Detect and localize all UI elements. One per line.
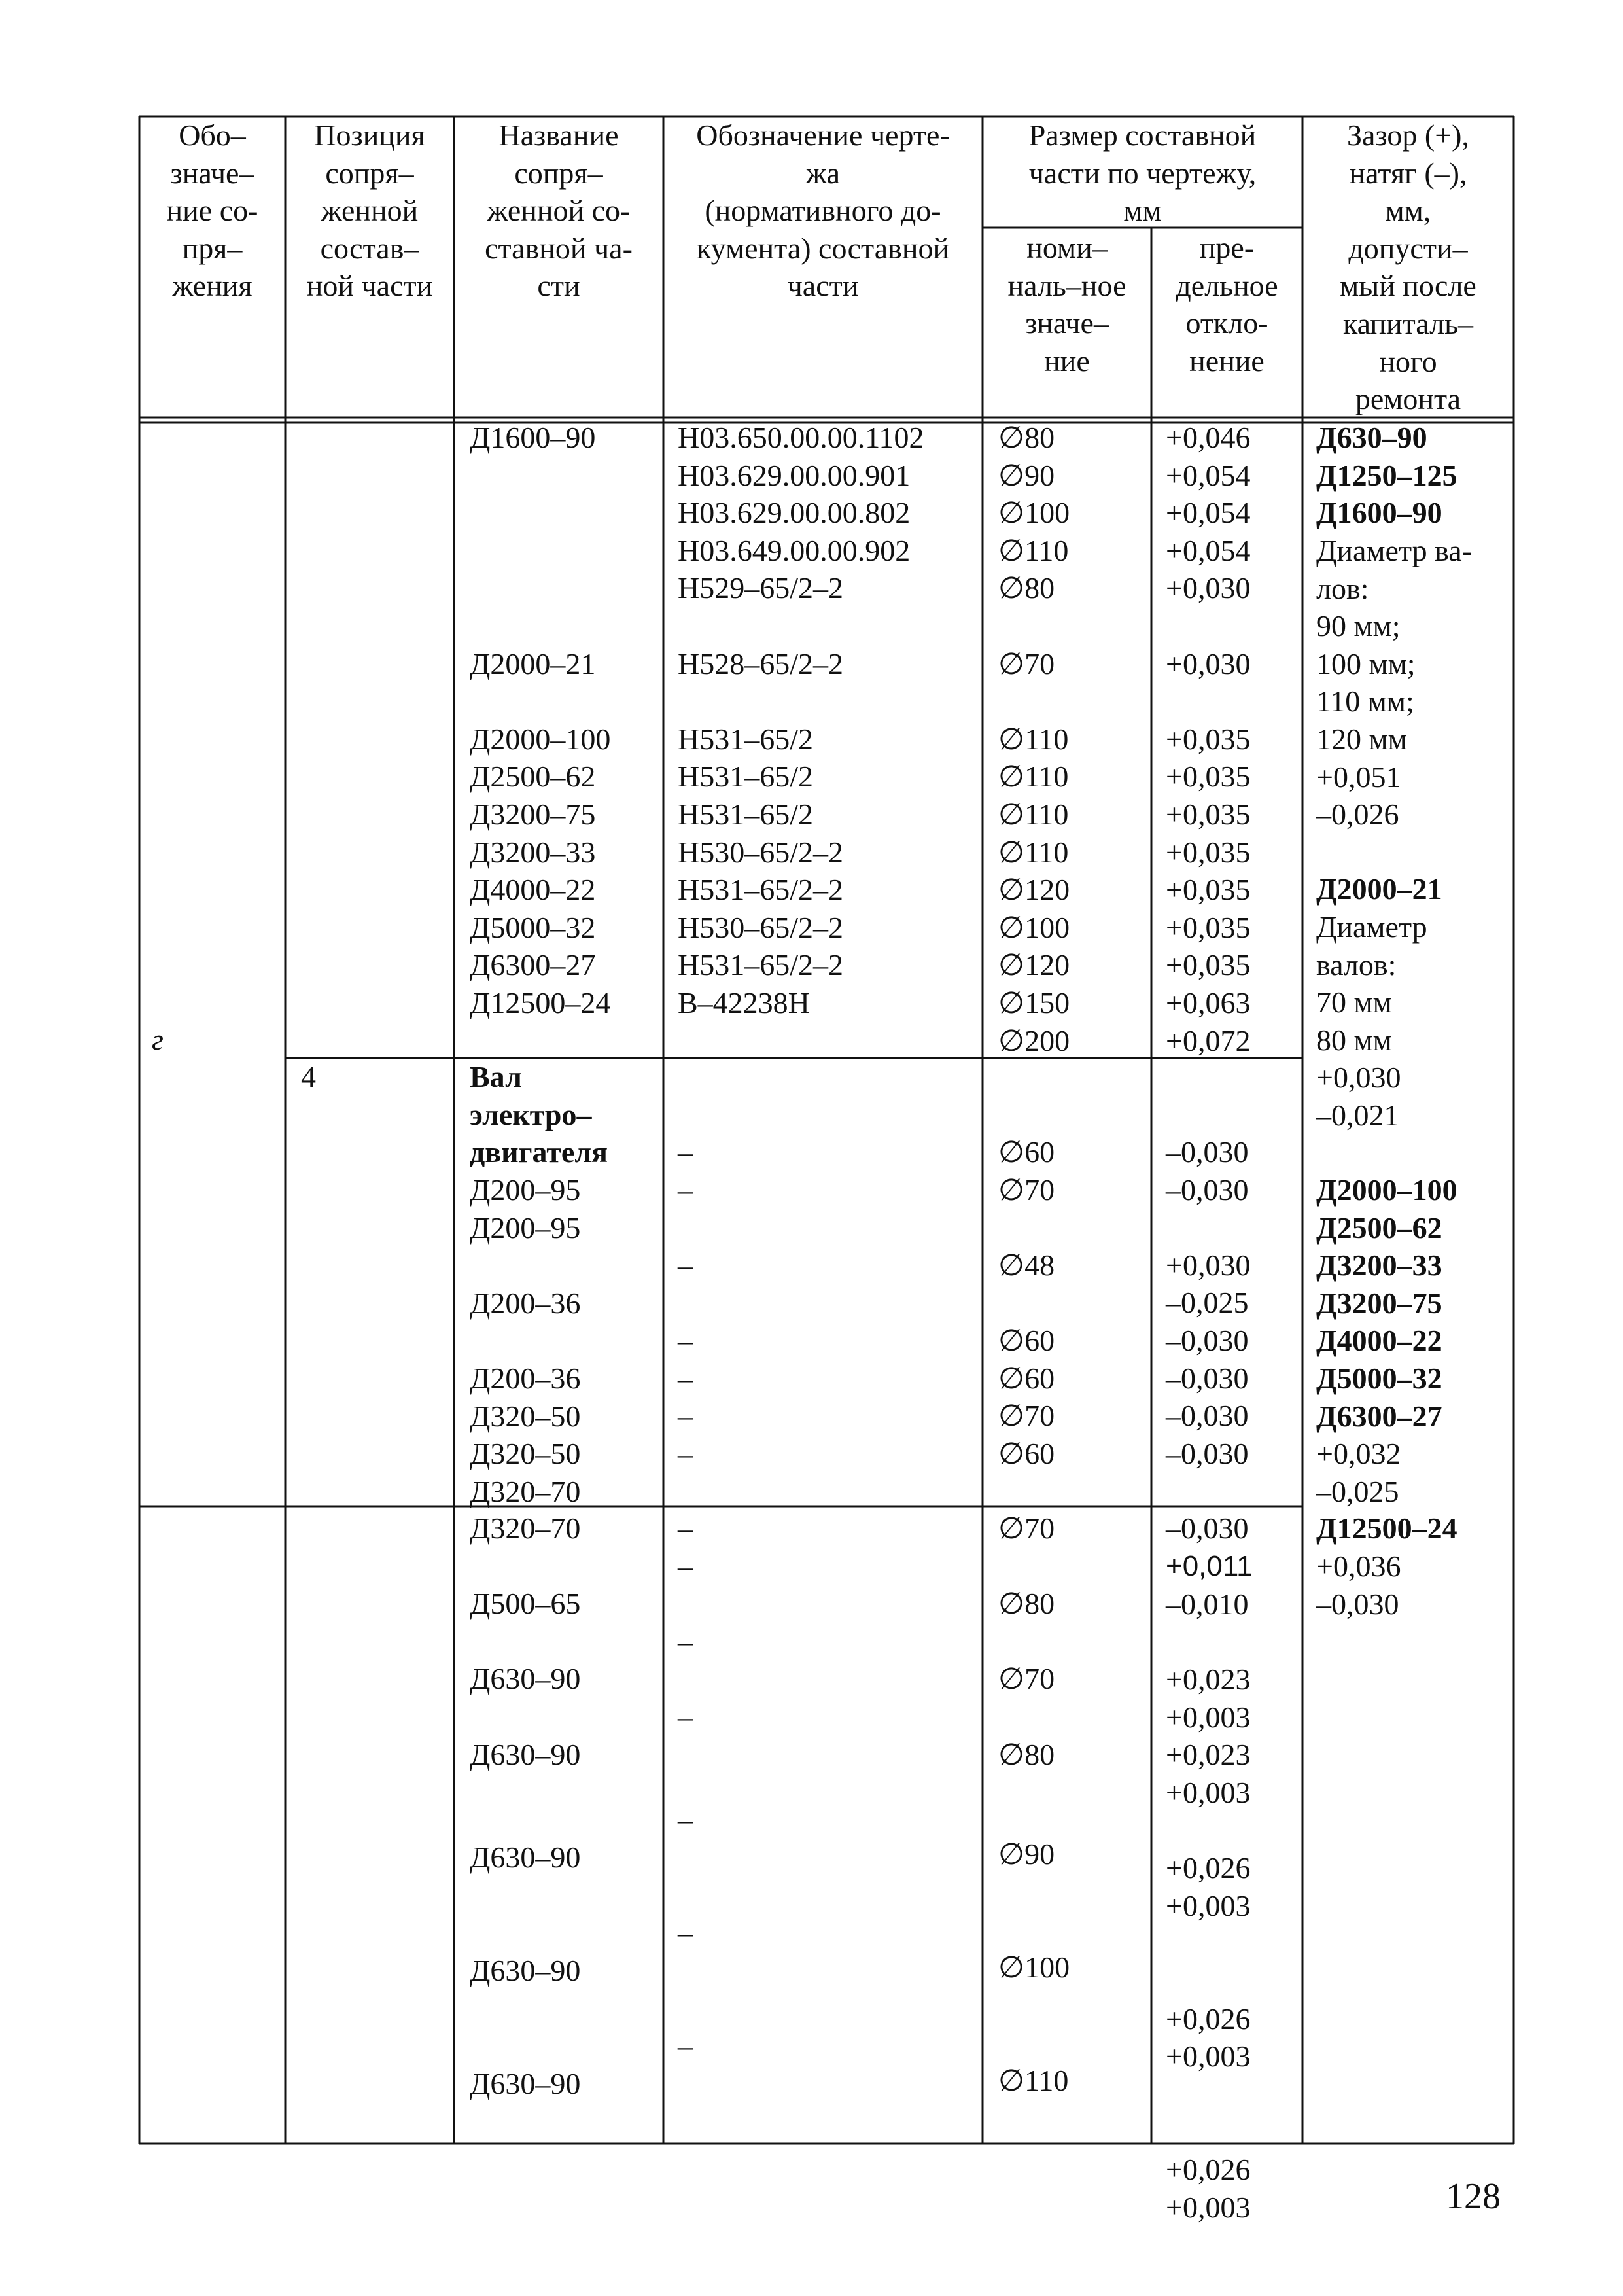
header-position: Позиция сопря– женной состав– ной части — [306, 118, 433, 303]
clearance-values1: Диаметр ва- лов: 90 мм; 100 мм; 110 мм; 120 мм +0,051 –0,026 — [1316, 534, 1472, 832]
section2-names: Д200–95 Д200–95 Д200–36 Д200–36 Д320–50 Д320–50 Д320–70 — [470, 1173, 581, 1508]
section3-nominal-lower: ∅90 ∅100 ∅110 — [998, 1837, 1070, 2097]
section1-deviation: +0,046 +0,054 +0,054 +0,054 +0,030 +0,030 +0,035 +0,035 +0,035 +0,035 +0,035 +0,035 +0,035 +0,063 +0,072 — [1166, 421, 1251, 1057]
section3-drawings-lower: – – – — [678, 1803, 693, 2062]
header-deviation: пре- дельное откло- нение — [1176, 231, 1278, 378]
header-designation: Обо– значе– ние со- пря– жения — [166, 118, 258, 303]
section1-names: Д1600–90 Д2000–21 Д2000–100 Д2500–62 Д3200–75 Д3200–33 Д4000–22 Д5000–32 Д6300–27 Д12500–24 — [470, 421, 611, 1019]
section2-part-title: Вал электро– двигателя — [470, 1060, 608, 1169]
section2-position: 4 — [301, 1060, 316, 1093]
section2-deviation: –0,030 –0,030 +0,030 –0,025 –0,030 –0,030 –0,030 –0,030 — [1166, 1135, 1251, 1470]
section3-nominal: ∅70 ∅80 ∅70 ∅80 — [998, 1511, 1055, 1771]
section2-drawings: – – – – – – – — [678, 1135, 693, 1470]
section1-nominal: ∅80 ∅90 ∅100 ∅110 ∅80 ∅70 ∅110 ∅110 ∅110 ∅110 ∅120 ∅100 ∅120 ∅150 ∅200 — [998, 421, 1070, 1057]
section3-names: Д320–70 Д500–65 Д630–90 Д630–90 — [470, 1511, 581, 1771]
section3-deviation-first: –0,030 — [1166, 1511, 1249, 1545]
header-nominal: номи– наль–ное значе– ние — [1007, 231, 1126, 378]
section3-drawings: – – – – — [678, 1511, 693, 1733]
clearance-group3: Д2000–100 Д2500–62 Д3200–33 Д3200–75 Д4000–22 Д5000–32 Д6300–27 — [1316, 1173, 1457, 1433]
designation-mark: г — [152, 1023, 164, 1056]
header-part-name: Название сопря– женной со- ставной ча- сти — [485, 118, 633, 303]
section3-deviation: –0,010 +0,023 +0,003 +0,023 +0,003 +0,026 +0,003 +0,026 +0,003 +0,026 +0,003 — [1166, 1587, 1251, 2224]
section2-nominal: ∅60 ∅70 ∅48 ∅60 ∅60 ∅70 ∅60 — [998, 1135, 1055, 1470]
header-size-group: Размер составной части по чертежу, мм — [1028, 118, 1257, 228]
header-drawing-designation: Обозначение черте- жа (нормативного до- кумента) составной части — [696, 118, 950, 303]
clearance-group4: Д12500–24 — [1316, 1511, 1457, 1545]
section1-drawings: Н03.650.00.00.1102 Н03.629.00.00.901 Н03.629.00.00.802 Н03.649.00.00.902 Н529–65/2–2 Н528–65/2–2 Н531–65/2 Н531–65/2 Н531–65/2 Н530–65/2–2 Н531–65/2–2 Н530–65/2–2 Н531–65/2–2 В–42238Н — [678, 421, 924, 1019]
clearance-values4: +0,036 –0,030 — [1316, 1549, 1401, 1621]
section3-deviation-upper: +0,011 — [1166, 1550, 1253, 1582]
section3-names-lower: Д630–90 Д630–90 Д630–90 — [470, 1841, 581, 2100]
clearance-values2: Диаметр валов: 70 мм 80 мм +0,030 –0,021 — [1316, 910, 1427, 1132]
clearance-group2: Д2000–21 — [1316, 872, 1442, 906]
header-clearance: Зазор (+), натяг (–), мм, допусти– мый после капиталь– ного ремонта — [1340, 118, 1476, 416]
clearance-group1: Д630–90 Д1250–125 Д1600–90 — [1316, 421, 1457, 530]
clearance-values3: +0,032 –0,025 — [1316, 1437, 1401, 1508]
page-number: 128 — [1446, 2176, 1501, 2217]
